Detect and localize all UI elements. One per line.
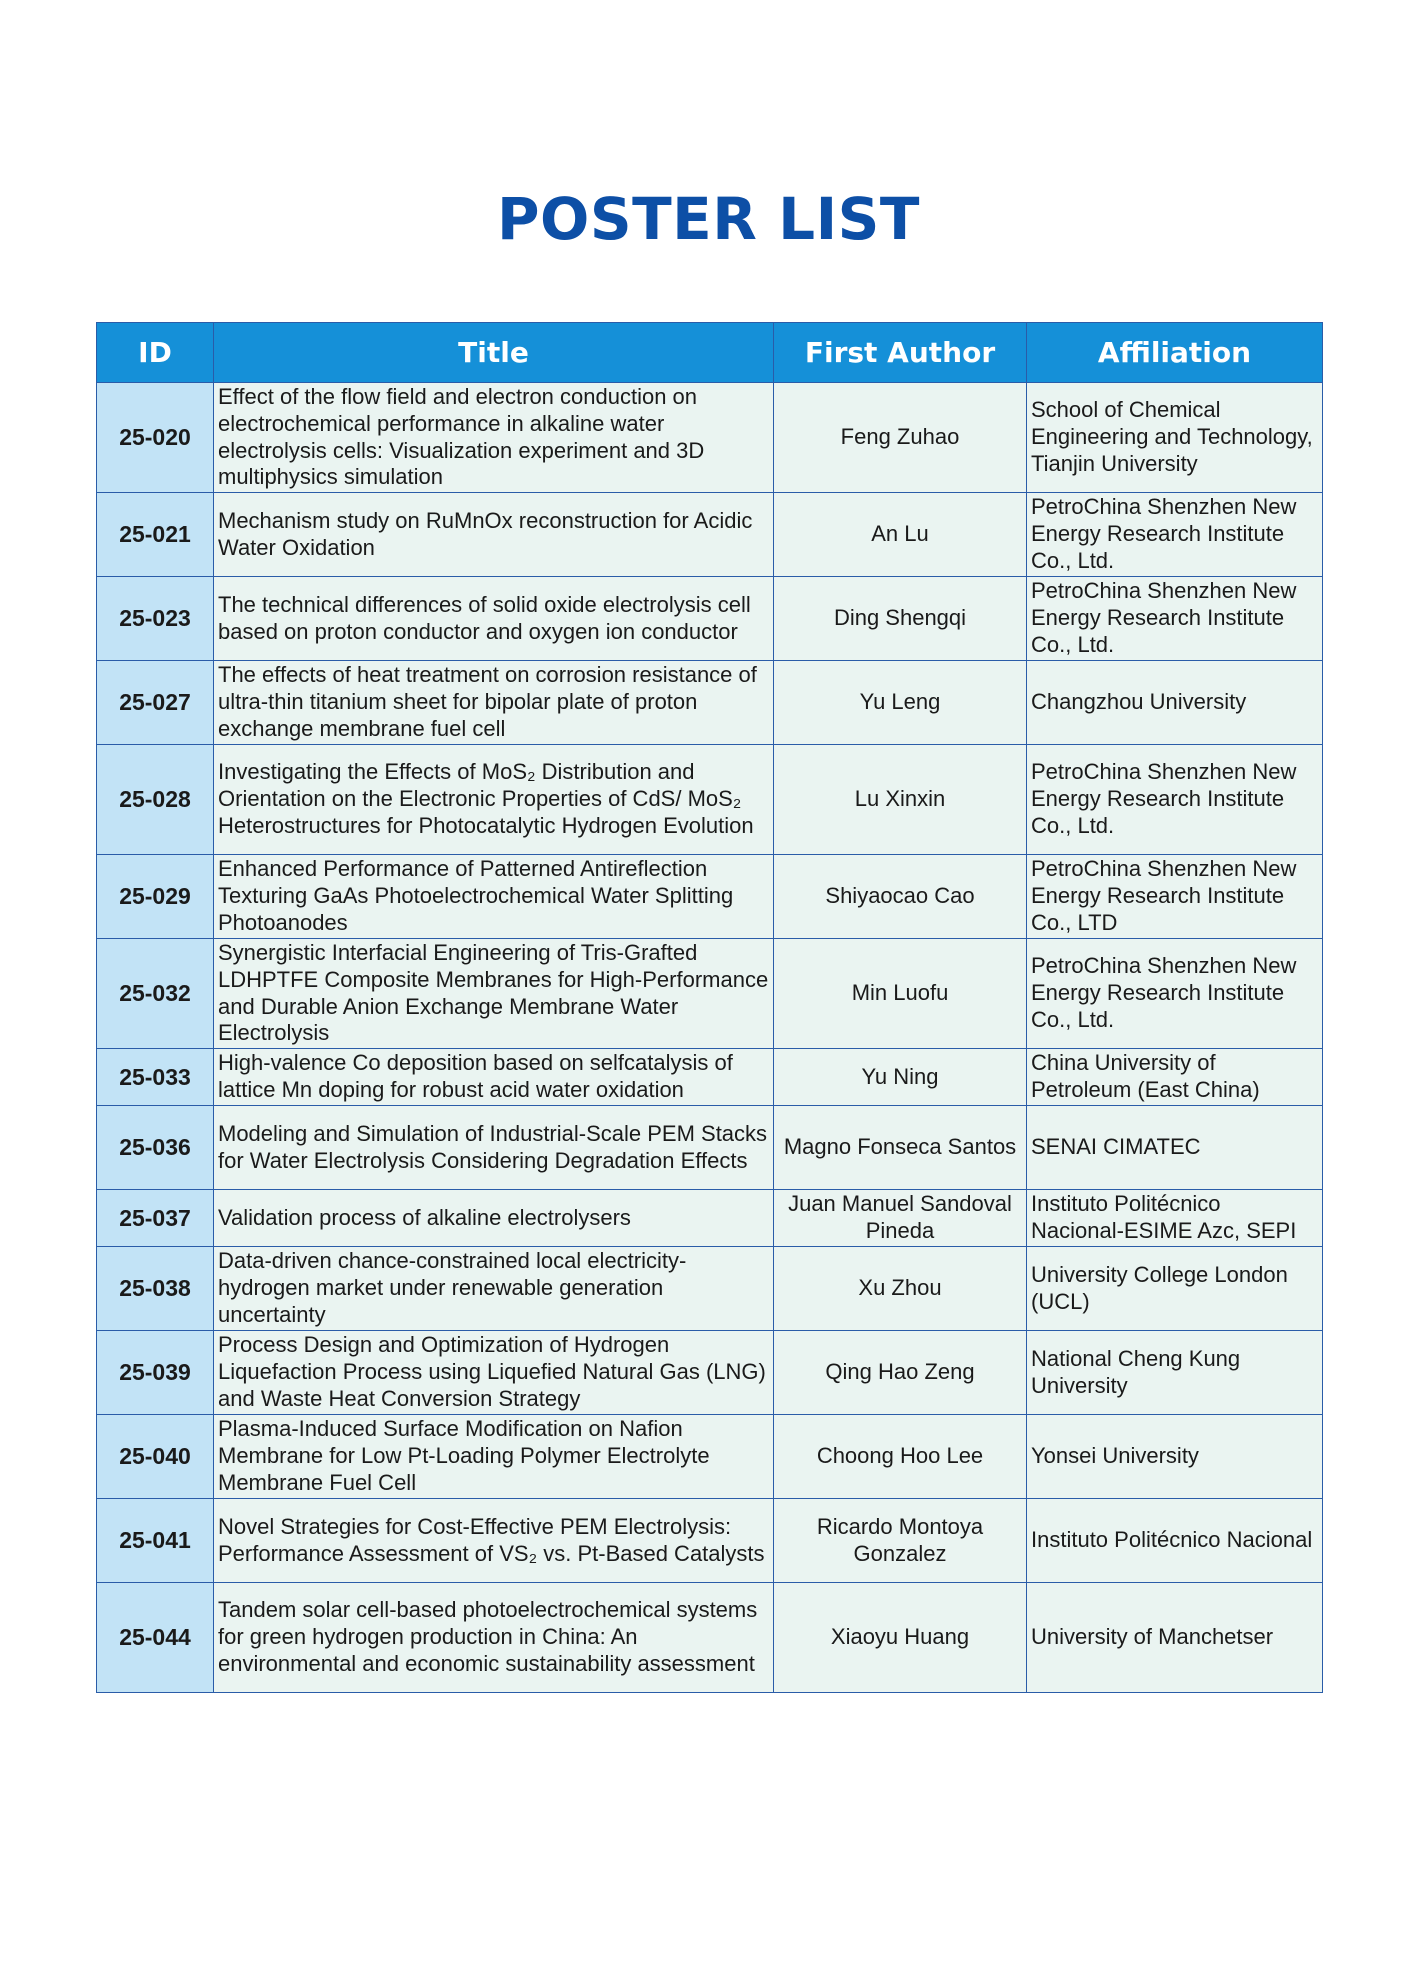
poster-title: Plasma-Induced Surface Modification on Nafion Membrane for Low Pt-Loading Polymer Electrolyte Membrane Fuel Cell	[214, 1415, 774, 1499]
poster-id: 25-027	[97, 661, 214, 745]
poster-title: Effect of the flow field and electron conduction on electrochemical performance in alkaline water electrolysis cells: Visualization experiment and 3D multiphysics simulation	[214, 383, 774, 493]
poster-id: 25-032	[97, 939, 214, 1049]
first-author: Yu Leng	[774, 661, 1027, 745]
poster-id: 25-020	[97, 383, 214, 493]
table-row	[97, 383, 1323, 493]
page-title: POSTER LIST	[497, 185, 920, 253]
table-row	[97, 1583, 1323, 1693]
poster-id: 25-028	[97, 745, 214, 855]
column-header-first-author: First Author	[774, 323, 1027, 383]
first-author: Juan Manuel Sandoval Pineda	[774, 1190, 1027, 1247]
poster-title: Investigating the Effects of MoS₂ Distribution and Orientation on the Electronic Properties of CdS/ MoS₂ Heterostructures for Photocatalytic Hydrogen Evolution	[214, 745, 774, 855]
table-row	[97, 577, 1323, 661]
affiliation: SENAI CIMATEC	[1027, 1106, 1323, 1190]
affiliation: PetroChina Shenzhen New Energy Research Institute Co., LTD	[1027, 855, 1323, 939]
poster-id: 25-023	[97, 577, 214, 661]
poster-title: Enhanced Performance of Patterned Antireflection Texturing GaAs Photoelectrochemical Water Splitting Photoanodes	[214, 855, 774, 939]
first-author: Min Luofu	[774, 939, 1027, 1049]
column-header-affiliation: Affiliation	[1027, 323, 1323, 383]
table-row	[97, 1106, 1323, 1190]
affiliation: Yonsei University	[1027, 1415, 1323, 1499]
poster-title: Modeling and Simulation of Industrial-Scale PEM Stacks for Water Electrolysis Considering Degradation Effects	[214, 1106, 774, 1190]
table-row	[97, 493, 1323, 577]
column-header-title: Title	[214, 323, 774, 383]
poster-title: Validation process of alkaline electrolysers	[214, 1190, 774, 1247]
first-author: Feng Zuhao	[774, 383, 1027, 493]
poster-id: 25-039	[97, 1331, 214, 1415]
poster-title: Synergistic Interfacial Engineering of Tris-Grafted LDHPTFE Composite Membranes for High-Performance and Durable Anion Exchange Membrane Water Electrolysis	[214, 939, 774, 1049]
affiliation: Changzhou University	[1027, 661, 1323, 745]
first-author: Ricardo Montoya Gonzalez	[774, 1499, 1027, 1583]
first-author: Xiaoyu Huang	[774, 1583, 1027, 1693]
affiliation: PetroChina Shenzhen New Energy Research Institute Co., Ltd.	[1027, 493, 1323, 577]
poster-title: Data-driven chance-constrained local electricity-hydrogen market under renewable generation uncertainty	[214, 1247, 774, 1331]
table-row	[97, 661, 1323, 745]
table-row	[97, 1331, 1323, 1415]
poster-title: Mechanism study on RuMnOx reconstruction for Acidic Water Oxidation	[214, 493, 774, 577]
affiliation: PetroChina Shenzhen New Energy Research Institute Co., Ltd.	[1027, 577, 1323, 661]
poster-title: The effects of heat treatment on corrosion resistance of ultra-thin titanium sheet for bipolar plate of proton exchange membrane fuel cell	[214, 661, 774, 745]
first-author: Yu Ning	[774, 1049, 1027, 1106]
poster-title: Process Design and Optimization of Hydrogen Liquefaction Process using Liquefied Natural Gas (LNG) and Waste Heat Conversion Strategy	[214, 1331, 774, 1415]
poster-title: The technical differences of solid oxide electrolysis cell based on proton conductor and oxygen ion conductor	[214, 577, 774, 661]
poster-id: 25-044	[97, 1583, 214, 1693]
first-author: Lu Xinxin	[774, 745, 1027, 855]
affiliation: National Cheng Kung University	[1027, 1331, 1323, 1415]
poster-id: 25-040	[97, 1415, 214, 1499]
poster-id: 25-037	[97, 1190, 214, 1247]
table-row	[97, 939, 1323, 1049]
affiliation: Instituto Politécnico Nacional	[1027, 1499, 1323, 1583]
table-row	[97, 1499, 1323, 1583]
first-author: Ding Shengqi	[774, 577, 1027, 661]
table-row	[97, 1049, 1323, 1106]
poster-id: 25-038	[97, 1247, 214, 1331]
poster-table	[96, 322, 1323, 1693]
poster-id: 25-036	[97, 1106, 214, 1190]
poster-title: High-valence Co deposition based on selfcatalysis of lattice Mn doping for robust acid water oxidation	[214, 1049, 774, 1106]
affiliation: PetroChina Shenzhen New Energy Research Institute Co., Ltd.	[1027, 745, 1323, 855]
first-author: Magno Fonseca Santos	[774, 1106, 1027, 1190]
affiliation: School of Chemical Engineering and Technology, Tianjin University	[1027, 383, 1323, 493]
poster-id: 25-033	[97, 1049, 214, 1106]
affiliation: China University of Petroleum (East China)	[1027, 1049, 1323, 1106]
poster-id: 25-041	[97, 1499, 214, 1583]
poster-title: Novel Strategies for Cost-Effective PEM Electrolysis: Performance Assessment of VS₂ vs. Pt-Based Catalysts	[214, 1499, 774, 1583]
affiliation: PetroChina Shenzhen New Energy Research Institute Co., Ltd.	[1027, 939, 1323, 1049]
table-row	[97, 745, 1323, 855]
table-row	[97, 855, 1323, 939]
first-author: Choong Hoo Lee	[774, 1415, 1027, 1499]
poster-title: Tandem solar cell-based photoelectrochemical systems for green hydrogen production in China: An environmental and economic sustainability assessment	[214, 1583, 774, 1693]
affiliation: University College London (UCL)	[1027, 1247, 1323, 1331]
first-author: Xu Zhou	[774, 1247, 1027, 1331]
poster-id: 25-021	[97, 493, 214, 577]
table-header-row	[97, 323, 1323, 383]
first-author: Qing Hao Zeng	[774, 1331, 1027, 1415]
first-author: Shiyaocao Cao	[774, 855, 1027, 939]
column-header-id: ID	[97, 323, 214, 383]
table-row	[97, 1415, 1323, 1499]
affiliation: University of Manchetser	[1027, 1583, 1323, 1693]
poster-id: 25-029	[97, 855, 214, 939]
table-row	[97, 1190, 1323, 1247]
first-author: An Lu	[774, 493, 1027, 577]
affiliation: Instituto Politécnico Nacional-ESIME Azc, SEPI	[1027, 1190, 1323, 1247]
table-row	[97, 1247, 1323, 1331]
